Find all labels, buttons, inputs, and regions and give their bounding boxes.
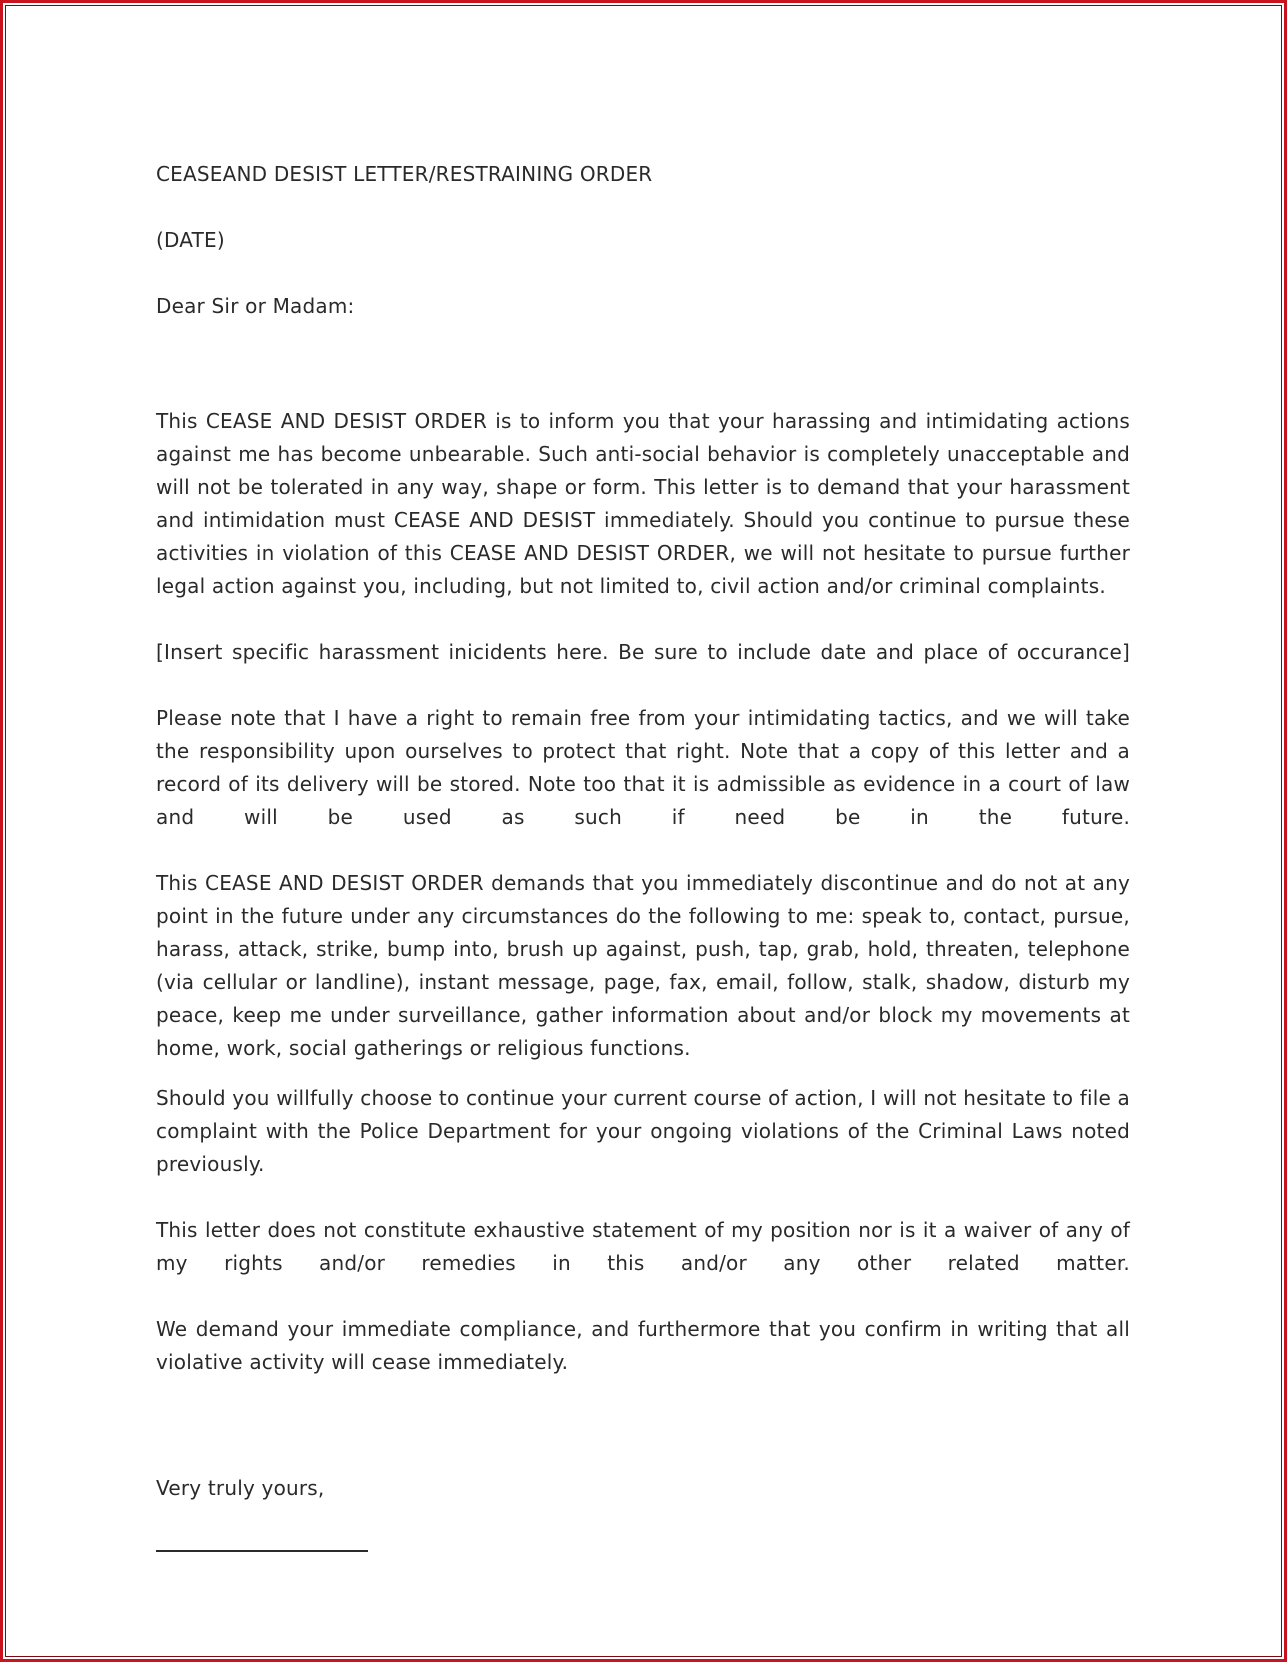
- paragraph-cease-desist-notice: This CEASE AND DESIST ORDER is to inform you that your harassing and intimidating actions against me has become unbearable. Such anti-social behavior is completely unacceptable and will not be tolerated in any way, shape or form. This letter is to demand that your harassment and intimidation must CEASE AND DESIST immediately. Should you continue to pursue these activities in violation of this CEASE AND DESIST ORDER, we will not hesitate to pursue further legal action against you, including, but not limited to, civil action and/or criminal complaints.: [156, 409, 1130, 598]
- letter-title: CEASEAND DESIST LETTER/RESTRAINING ORDER: [156, 162, 653, 186]
- closing: Very truly yours,: [156, 1476, 325, 1500]
- salutation: Dear Sir or Madam:: [156, 294, 355, 318]
- paragraph-no-waiver: This letter does not constitute exhaustive statement of my position nor is it a waiver of any of my rights and/or remedies in this and/or any other related matter.: [156, 1218, 1130, 1275]
- paragraph-demands: This CEASE AND DESIST ORDER demands that you immediately discontinue and do not at any point in the future under any circumstances do the following to me: speak to, contact, pursue, harass, attack, strike, bump into, brush up against, push, tap, grab, hold, threaten, telephone (via cellular or landline), instant message, page, fax, email, follow, stalk, shadow, disturb my peace, keep me under surveillance, gather information about and/or block my movements at home, work, social gatherings or religious functions.: [156, 871, 1130, 1060]
- letter-body: [156, 158, 1130, 1552]
- paragraph-police-complaint: Should you willfully choose to continue your current course of action, I will not hesitate to file a complaint with the Police Department for your ongoing violations of the Criminal Laws noted previously.: [156, 1086, 1130, 1176]
- signature-line: [156, 1550, 368, 1552]
- paragraph-compliance: We demand your immediate compliance, and furthermore that you confirm in writing that all violative activity will cease immediately.: [156, 1317, 1130, 1374]
- letter-date: (DATE): [156, 228, 225, 252]
- paragraph-right-to-freedom: Please note that I have a right to remain free from your intimidating tactics, and we will take the responsibility upon ourselves to protect that right. Note that a copy of this letter and a record of its delivery will be stored. Note too that it is admissible as evidence in a court of law and will be used as such if need be in the future.: [156, 706, 1130, 829]
- paragraph-insert-incidents: [Insert specific harassment inicidents here. Be sure to include date and place of occurance]: [156, 640, 1130, 664]
